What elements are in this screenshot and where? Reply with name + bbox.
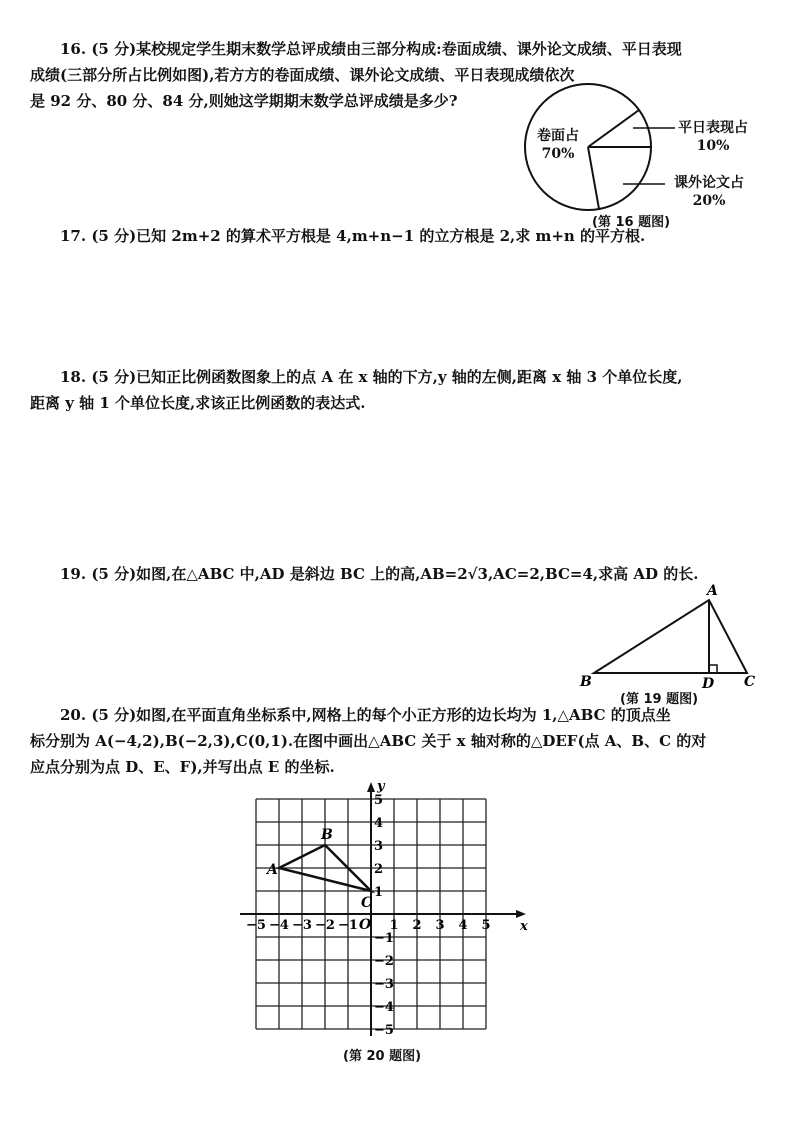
question-18 [30,364,790,416]
x-tick-label: 1 [389,918,399,933]
pie-label-paper-name: 课外论文占 [674,175,744,191]
origin-label: O [359,917,372,933]
y-tick-label: −3 [374,977,394,992]
point-b-label: B [580,674,592,690]
x-tick-label: −4 [269,918,289,933]
q20-caption: (第 20 题图) [343,1049,422,1064]
x-tick-label: −1 [338,918,358,933]
point-a-label: A [707,583,718,599]
y-tick-label: −1 [374,931,394,946]
y-tick-label: 3 [374,839,384,854]
pie-label-daily-name: 平日表现占 [678,120,748,136]
x-tick-label: −5 [246,918,266,933]
point-d-label: D [702,676,715,690]
x-tick-label: −3 [292,918,312,933]
q17-text: 17. (5 分)已知 2m+2 的算术平方根是 4,m+n−1 的立方根是 2,求 m+n 的平方根. [60,227,646,245]
y-axis-arrow [367,782,375,792]
q18-line-1: 18. (5 分)已知正比例函数图象上的点 A 在 x 轴的下方,y 轴的左侧,距离 x 轴 3 个单位长度, [60,368,683,386]
y-tick-label: 2 [374,862,384,877]
q20-line-1: 20. (5 分)如图,在平面直角坐标系中,网格上的每个小正方形的边长均为 1,△ABC 的顶点坐 [60,706,671,724]
q20-line-3: 应点分别为点 D、E、F),并写出点 E 的坐标. [30,758,335,776]
y-tick-label: 5 [374,793,384,808]
y-axis-label: y [377,780,385,794]
x-tick-label: 5 [481,918,491,933]
x-axis-arrow [516,910,526,918]
pie-label-daily [668,119,758,155]
vertex-label-a: A [267,862,278,878]
pie-label-paper [664,174,754,210]
pie-label-exam-pct: 70% [541,146,575,162]
y-tick-label: 4 [374,816,384,831]
pie-label-exam [528,127,588,163]
pie-label-exam-name: 卷面占 [537,128,579,144]
x-tick-label: −2 [315,918,335,933]
x-tick-label: 2 [412,918,422,933]
q19-triangle-figure [576,580,776,690]
q16-caption: (第 16 题图) [592,215,671,230]
y-tick-label: −2 [374,954,394,969]
y-tick-label: 1 [374,885,384,900]
question-20 [30,702,790,780]
q19-caption: (第 19 题图) [620,692,699,707]
q20-line-2: 标分别为 A(−4,2),B(−2,3),C(0,1).在图中画出△ABC 关于 x 轴对称的△DEF(点 A、B、C 的对 [30,732,707,750]
pie-label-daily-pct: 10% [696,138,730,154]
q19-text: 19. (5 分)如图,在△ABC 中,AD 是斜边 BC 上的高,AB=2√3,AC=2,BC=4,求高 AD 的长. [60,565,699,583]
pie-divider-3 [588,147,599,209]
y-tick-label: −4 [374,1000,394,1015]
q16-line-3: 是 92 分、80 分、84 分,则她这学期期末数学总评成绩是多少? [30,92,458,110]
question-17 [30,223,790,249]
q20-coordinate-grid [236,780,536,1044]
y-tick-label: −5 [374,1023,394,1038]
q16-line-1: 16. (5 分)某校规定学生期末数学总评成绩由三部分构成:卷面成绩、课外论文成绩、平日表现 [60,40,682,58]
x-tick-label: 3 [435,918,445,933]
point-c-label: C [744,674,756,690]
q18-line-2: 距离 y 轴 1 个单位长度,求该正比例函数的表达式. [30,394,366,412]
vertex-label-b: B [321,827,333,843]
pie-divider-1 [588,110,639,147]
triangle-abc [594,600,747,673]
x-axis-label: x [520,919,528,934]
x-tick-label: 4 [458,918,468,933]
pie-label-paper-pct: 20% [692,193,726,209]
q16-line-2: 成绩(三部分所占比例如图),若方方的卷面成绩、课外论文成绩、平日表现成绩依次 [30,66,575,84]
vertex-label-c: C [361,895,373,911]
right-angle-mark [709,665,717,673]
